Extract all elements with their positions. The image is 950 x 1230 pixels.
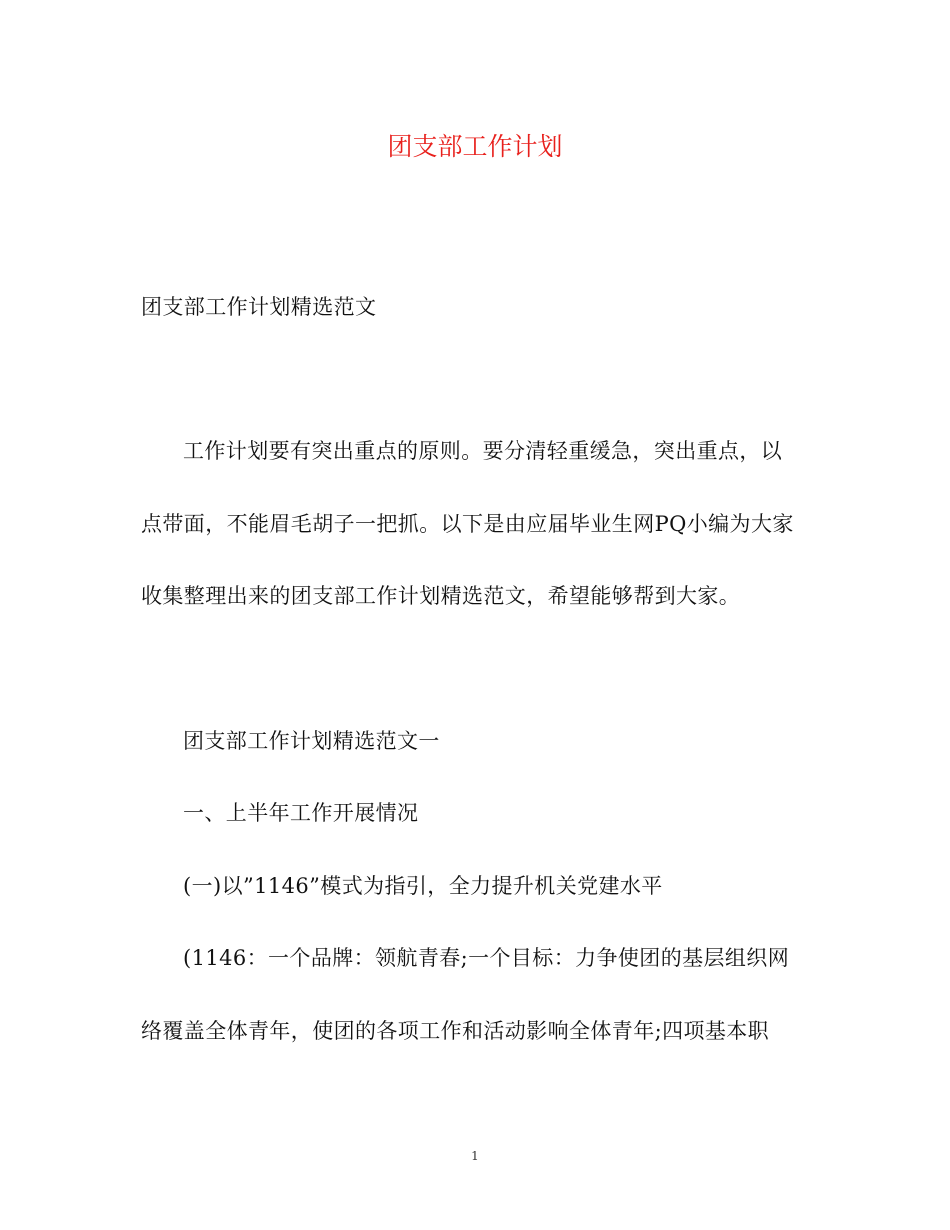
document-subtitle: 团支部工作计划精选范文	[141, 295, 377, 319]
body-line-1: (1146：一个品牌：领航青春;一个目标：力争使团的基层组织网	[183, 946, 790, 970]
intro-line-3: 收集整理出来的团支部工作计划精选范文，希望能够帮到大家。	[141, 584, 741, 608]
page-number: 1	[471, 1149, 479, 1163]
section-title: 团支部工作计划精选范文一	[183, 729, 440, 753]
heading-1: 一、上半年工作开展情况	[183, 801, 419, 825]
document-title: 团支部工作计划	[387, 132, 563, 161]
intro-line-2: 点带面，不能眉毛胡子一把抓。以下是由应届毕业生网PQ小编为大家	[141, 512, 794, 536]
body-line-2: 络覆盖全体青年，使团的各项工作和活动影响全体青年;四项基本职	[141, 1019, 770, 1043]
intro-line-1: 工作计划要有突出重点的原则。要分清轻重缓急，突出重点，以	[183, 439, 783, 463]
subheading-1: (一)以”1146”模式为指引，全力提升机关党建水平	[183, 874, 663, 898]
